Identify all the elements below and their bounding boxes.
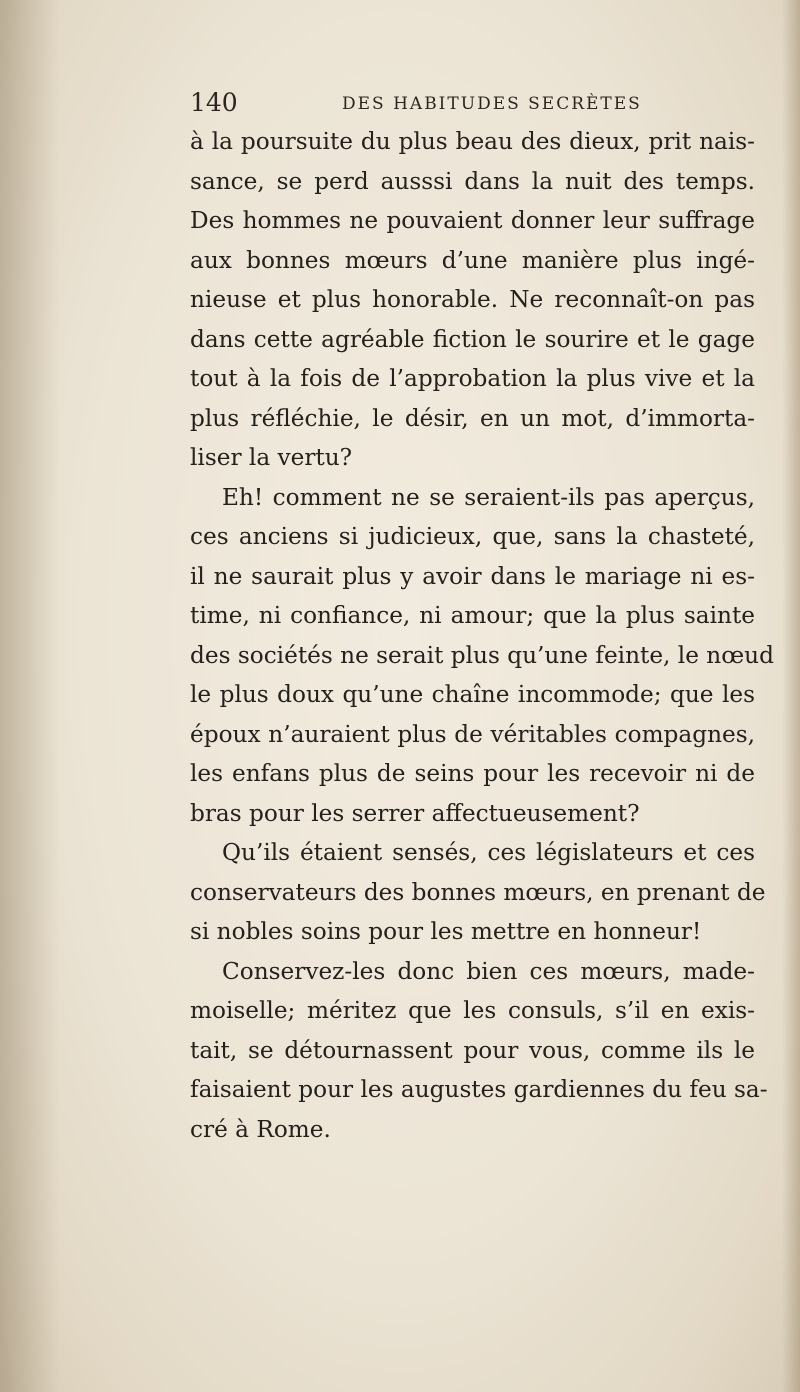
- text-line: dans cette agréable fiction le sourire et le gage: [190, 325, 755, 353]
- text-line: époux n’auraient plus de véritables compagnes,: [190, 720, 755, 748]
- text-line: tait, se détournassent pour vous, comme ils le: [190, 1036, 755, 1064]
- text-line: les enfans plus de seins pour les recevoir ni de: [190, 760, 755, 787]
- text-line: Qu’ils étaient sensés, ces législateurs et ces: [222, 839, 755, 866]
- page-number: 140: [190, 88, 238, 117]
- text-line: cré à Rome.: [190, 1115, 331, 1143]
- body-text: [190, 122, 774, 1149]
- page-header: [190, 88, 750, 118]
- running-title: DES HABITUDES SECRÈTES: [342, 94, 642, 114]
- text-line: le plus doux qu’une chaîne incommode; que les: [190, 681, 755, 708]
- text-line: conservateurs des bonnes mœurs, en prenant de: [190, 878, 766, 906]
- text-line: aux bonnes mœurs d’une manière plus ingé-: [190, 246, 755, 274]
- text-line: moiselle; méritez que les consuls, s’il en exis-: [190, 997, 755, 1024]
- page-edge: [782, 0, 800, 1392]
- text-line: sance, se perd ausssi dans la nuit des temps.: [190, 167, 755, 195]
- text-line: à la poursuite du plus beau des dieux, prit nais-: [190, 128, 755, 155]
- text-line: Eh! comment ne se seraient-ils pas aperçus,: [222, 483, 755, 511]
- text-line: Des hommes ne pouvaient donner leur suffrage: [190, 207, 755, 234]
- text-line: faisaient pour les augustes gardiennes du feu sa-: [190, 1076, 768, 1103]
- text-line: plus réfléchie, le désir, en un mot, d’immorta-: [190, 404, 755, 432]
- text-line: tout à la fois de l’approbation la plus vive et la: [190, 365, 755, 392]
- text-line: il ne saurait plus y avoir dans le mariage ni es-: [190, 562, 755, 590]
- gutter-shadow: [0, 0, 60, 1392]
- text-line: time, ni confiance, ni amour; que la plus sainte: [190, 602, 755, 629]
- text-line: ces anciens si judicieux, que, sans la chasteté,: [190, 523, 755, 550]
- text-line: liser la vertu?: [190, 444, 353, 471]
- text-line: nieuse et plus honorable. Ne reconnaît-on pas: [190, 286, 755, 313]
- text-line: des sociétés ne serait plus qu’une feinte, le nœud: [190, 641, 774, 669]
- text-line: si nobles soins pour les mettre en honneur!: [190, 918, 702, 945]
- text-line: Conservez-les donc bien ces mœurs, made-: [222, 957, 755, 985]
- text-line: bras pour les serrer affectueusement?: [190, 799, 640, 827]
